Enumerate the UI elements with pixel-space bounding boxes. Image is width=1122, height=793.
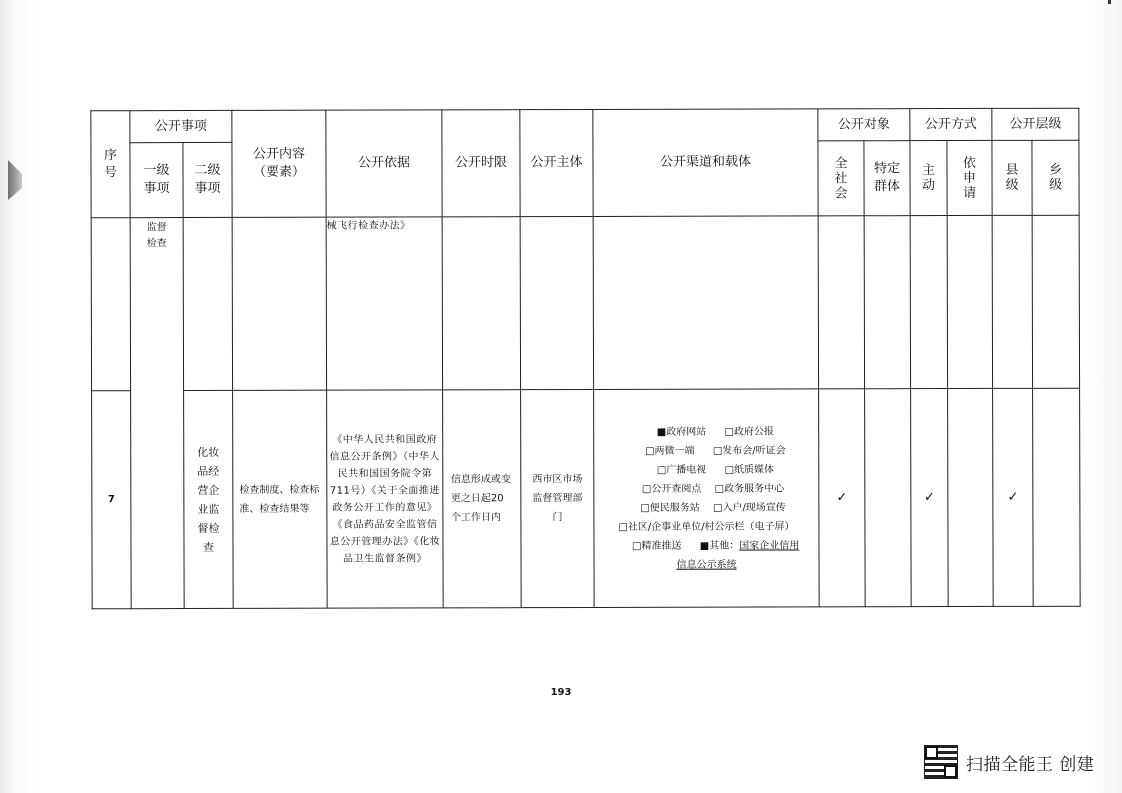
row1-content — [232, 217, 326, 390]
table-row — [91, 215, 1080, 391]
channel-other: ■其他： — [699, 540, 740, 552]
channel-row — [594, 422, 818, 442]
qr-code-icon — [924, 745, 958, 779]
channel-targeted-push: □精准推送 — [632, 540, 682, 552]
row1-basis: 械飞行检查办法》 — [326, 217, 442, 390]
header-subject: 公开主体 — [520, 109, 593, 216]
row2-seq: 7 — [92, 391, 132, 609]
row1-mark-county — [992, 215, 1032, 388]
watermark-text: 扫描全能王 创建 — [966, 754, 1095, 775]
header-level-group: 公开层级 — [992, 108, 1079, 140]
scan-dot — [1108, 0, 1111, 4]
header-items-group: 公开事项 — [130, 110, 232, 142]
channel-row — [594, 536, 818, 556]
header-method-group: 公开方式 — [910, 108, 992, 140]
header-audience-all: 全社会 — [818, 141, 864, 216]
page-number: 193 — [550, 687, 572, 698]
channel-print-media: □纸质媒体 — [724, 464, 775, 476]
table-row — [92, 388, 1081, 609]
channel-service-station: □便民服务站 — [640, 502, 700, 514]
row1-mark-township — [1032, 215, 1079, 388]
channel-community-board: □社区/企事业单位/村公示栏（电子屏） — [618, 520, 795, 533]
row2-mark-active: ✓ — [911, 389, 949, 607]
channel-public-reading-point: □公开查阅点 — [641, 483, 702, 495]
header-time-limit: 公开时限 — [442, 110, 520, 217]
row2-mark-all: ✓ — [819, 389, 866, 607]
row1-level2 — [183, 217, 232, 390]
channel-service-center: □政务服务中心 — [714, 482, 785, 495]
header-seq: 序号 — [91, 111, 130, 218]
row-level1: 监督检查 — [130, 218, 184, 609]
row1-mark-specific — [864, 216, 910, 389]
header-basis: 公开依据 — [326, 110, 442, 217]
channel-gov-gazette: □政府公报 — [724, 426, 774, 438]
row2-time-limit: 信息形成或变更之日起20个工作日内 — [443, 390, 522, 608]
channel-row — [594, 498, 818, 518]
header-channels: 公开渠道和载体 — [593, 109, 818, 217]
row1-channels — [593, 216, 818, 390]
channel-gov-website: ■政府网站 — [656, 426, 707, 438]
channel-other-value: 国家企业信用 — [739, 539, 800, 552]
channel-other-value-cont: 信息公示系统 — [676, 559, 737, 571]
channel-radio-tv: □广播电视 — [656, 464, 707, 476]
row2-content: 检查制度、检查标准、检查结果等 — [233, 390, 328, 608]
channel-door-to-door: □入户/现场宣传 — [712, 501, 786, 514]
row1-subject — [520, 216, 593, 389]
row1-seq — [91, 218, 130, 391]
channel-press-hearing: □发布会/听证会 — [712, 444, 786, 457]
header-level1: 一级事项 — [130, 143, 183, 218]
row2-mark-specific — [865, 389, 912, 607]
row2-mark-request — [948, 388, 994, 606]
scanner-watermark — [924, 744, 1094, 780]
disclosure-table — [90, 108, 1080, 610]
header-level-township: 乡级 — [1032, 140, 1079, 215]
row1-mark-request — [947, 215, 992, 388]
header-audience-specific: 特定群体 — [864, 141, 910, 216]
row2-level2: 化妆品经营企业监督检查 — [184, 390, 234, 608]
row2-subject: 西市区市场监督管理部门 — [521, 389, 595, 607]
header-audience-group: 公开对象 — [818, 109, 910, 141]
row2-basis: 《中华人民共和国政府信息公开条例》（中华人民共和国国务院令第711号）《关于全面推进政务公开工作的意见》《食品药品安全监管信息公开管理办法》《化妆品卫生监督条例》 — [327, 390, 444, 608]
row2-mark-county: ✓ — [993, 388, 1034, 606]
row1-mark-all — [818, 216, 864, 389]
channel-weibo-wechat: □两微一端 — [645, 445, 695, 457]
header-method-active: 主动 — [910, 141, 947, 216]
row2-mark-township — [1033, 388, 1081, 606]
header-level2: 二级事项 — [183, 142, 232, 217]
row1-mark-active — [910, 216, 947, 389]
header-level-county: 县级 — [992, 140, 1032, 215]
channel-row — [594, 479, 818, 499]
channel-row — [594, 460, 818, 480]
channel-row — [594, 441, 818, 461]
header-method-request: 依申请 — [947, 140, 992, 215]
row1-time-limit — [442, 217, 520, 390]
row2-channels — [594, 389, 820, 608]
header-content: 公开内容（要素） — [232, 110, 326, 217]
